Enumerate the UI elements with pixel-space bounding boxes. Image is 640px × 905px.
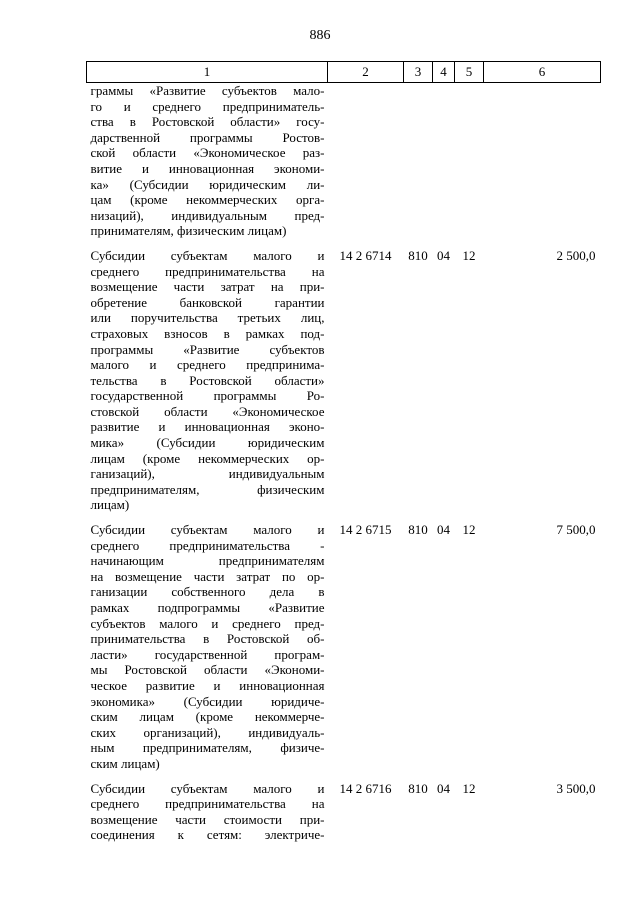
description-line: ным предпринимателям, физиче- — [90, 740, 325, 756]
table-row — [87, 781, 601, 843]
description-line: низаций), индивидуальным пред- — [90, 207, 325, 223]
row-target-code: 14 2 6715 — [339, 522, 392, 538]
description-line: соединения к сетям: электриче- — [90, 827, 325, 843]
description-line: витие и инновационная экономи- — [90, 160, 325, 176]
row-amount — [484, 83, 601, 248]
row-description — [87, 781, 328, 843]
row-amount: 3 500,0 — [556, 780, 596, 796]
budget-table — [86, 61, 601, 843]
description-line: граммы «Развитие субъектов мало- — [90, 83, 325, 98]
header-col-6: 6 — [484, 62, 601, 83]
description-line: ческое развитие и инновационная — [90, 677, 325, 693]
description-line: малого и среднего предпринима- — [90, 357, 325, 373]
description-line: на возмещение части затрат по ор- — [90, 568, 325, 584]
description-line: программы «Развитие субъектов — [90, 341, 325, 357]
header-col-3: 3 — [404, 62, 433, 83]
row-section: 04 — [437, 522, 450, 538]
row-description — [87, 248, 328, 522]
table-body — [87, 83, 601, 843]
header-col-5: 5 — [455, 62, 484, 83]
description-line: ским лицам (кроме некоммерче- — [90, 709, 325, 725]
row-section — [433, 83, 455, 248]
description-line: государственной программы Ро- — [90, 388, 325, 404]
row-amount: 2 500,0 — [556, 247, 596, 263]
description-line: экономика» (Субсидии юридиче- — [90, 693, 325, 709]
description-line: предпринимателям, физическим — [90, 481, 325, 497]
description-line: ских организаций), индивидуаль- — [90, 724, 325, 740]
row-expense-type — [404, 83, 433, 248]
table-row — [87, 522, 601, 781]
description-line: ским лицам) — [90, 755, 160, 771]
description-line: возмещение части стоимости при- — [90, 811, 325, 827]
description-line: Субсидии субъектам малого и — [90, 522, 325, 538]
description-line: тельства в Ростовской области» — [90, 372, 325, 388]
description-line: среднего предпринимательства на — [90, 263, 325, 279]
row-target-code: 14 2 6714 — [339, 247, 392, 263]
description-line: начинающим предпринимателям — [90, 553, 325, 569]
description-line: лицам) — [90, 497, 130, 513]
row-expense-type: 810 — [408, 247, 428, 263]
table-row — [87, 248, 601, 522]
row-amount: 7 500,0 — [556, 522, 596, 538]
description-line: стовской области «Экономическое — [90, 403, 325, 419]
description-line: мика» (Субсидии юридическим — [90, 435, 325, 451]
description-line: мы Ростовской области «Экономи- — [90, 662, 325, 678]
page-number: 886 — [309, 28, 331, 43]
row-description — [87, 522, 328, 781]
row-expense-type: 810 — [408, 522, 428, 538]
header-col-4: 4 — [433, 62, 455, 83]
description-line: лицам (кроме некоммерческих ор- — [90, 450, 325, 466]
description-line: ласти» государственной програм- — [90, 646, 325, 662]
description-line: среднего предпринимательства - — [90, 537, 325, 553]
description-line: развитие и инновационная эконо- — [90, 419, 325, 435]
description-line: ской области «Экономическое раз- — [90, 145, 325, 161]
description-line: среднего предпринимательства на — [90, 796, 325, 812]
description-line: обретение банковской гарантии — [90, 294, 325, 310]
description-line: ганизации собственного дела в — [90, 584, 325, 600]
description-line: ка» (Субсидии юридическим ли- — [90, 176, 325, 192]
row-section: 04 — [437, 780, 450, 796]
row-subsection: 12 — [462, 522, 476, 538]
header-col-2: 2 — [328, 62, 404, 83]
description-line: дарственной программы Ростов- — [90, 129, 325, 145]
description-line: рамках подпрограммы «Развитие — [90, 600, 325, 615]
description-line: Субсидии субъектам малого и — [90, 247, 325, 263]
description-line: Субсидии субъектам малого и — [90, 780, 325, 796]
row-expense-type: 810 — [408, 780, 428, 796]
table-header-row — [87, 62, 601, 83]
description-line: принимательства в Ростовской об- — [90, 631, 325, 647]
row-subsection: 12 — [462, 247, 476, 263]
row-target-code: 14 2 6716 — [339, 780, 392, 796]
description-line: возмещение части затрат на при- — [90, 279, 325, 295]
description-line: страховых взносов в рамках под- — [90, 325, 325, 341]
description-line: ства в Ростовской области» госу- — [90, 114, 325, 130]
description-line: ганизаций), индивидуальным — [90, 466, 325, 482]
description-line: принимателям, физическим лицам) — [90, 223, 287, 239]
row-subsection: 12 — [462, 780, 476, 796]
row-subsection — [455, 83, 484, 248]
description-line: цам (кроме некоммерческих орга- — [90, 192, 325, 208]
description-line: субъектов малого и среднего пред- — [90, 615, 325, 631]
description-line: или поручительства третьих лиц, — [90, 310, 325, 326]
row-section: 04 — [437, 247, 450, 263]
description-line: го и среднего предприниматель- — [90, 98, 325, 114]
table-row — [87, 83, 601, 248]
row-target-code — [328, 83, 404, 248]
header-col-1: 1 — [87, 62, 328, 83]
row-description — [87, 83, 328, 248]
